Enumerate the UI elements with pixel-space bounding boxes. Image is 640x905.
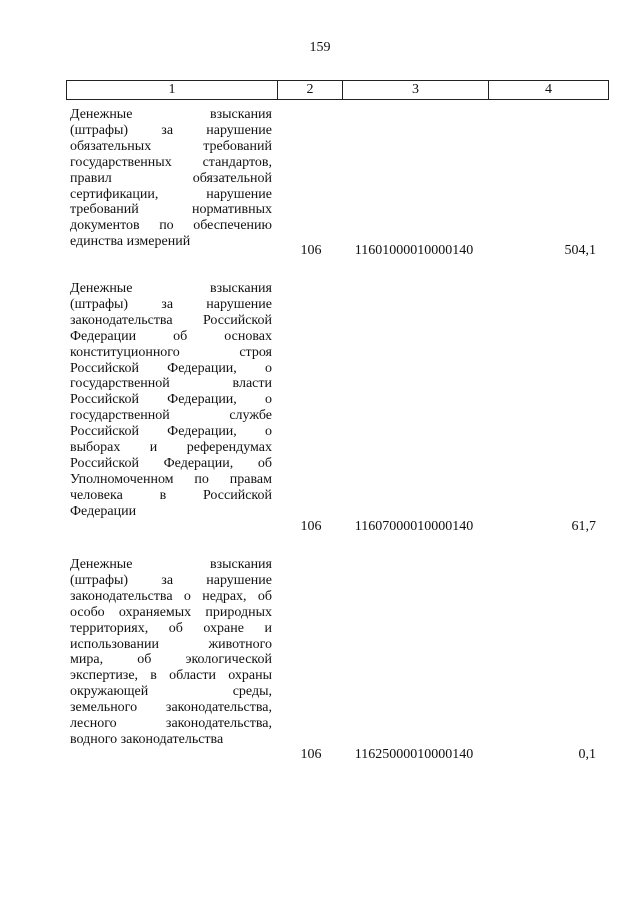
description-line: человека в Российской <box>70 487 272 503</box>
column-header-4: 4 <box>489 81 609 100</box>
row-code: 106 <box>300 747 322 762</box>
row-code: 106 <box>300 519 322 534</box>
description-line: государственных стандартов, <box>70 154 272 170</box>
row-sum: 504,1 <box>564 243 596 258</box>
description-line: экспертизе, в области охраны <box>70 668 272 684</box>
description-line: Денежные взыскания <box>70 281 272 296</box>
description-line: конституционного строя <box>70 344 272 360</box>
description-line: правил обязательной <box>70 170 272 186</box>
page-number: 159 <box>309 40 331 55</box>
description-line: Денежные взыскания <box>70 107 272 122</box>
column-header-2: 2 <box>278 81 343 100</box>
row-kbk: 11625000010000140 <box>354 747 474 762</box>
description-line: Российской Федерации, о <box>70 392 272 408</box>
description-line: (штрафы) за нарушение <box>70 572 272 588</box>
table-row <box>66 557 608 767</box>
description-line: обязательных требований <box>70 138 272 154</box>
column-header-3: 3 <box>343 81 489 100</box>
description-line: выборах и референдумах <box>70 440 272 456</box>
description-line: Денежные взыскания <box>70 557 272 572</box>
description-line: законодательства Российской <box>70 312 272 328</box>
description-line: сертификации, нарушение <box>70 186 272 202</box>
row-description <box>70 281 272 520</box>
description-line: документов по обеспечению <box>70 218 272 234</box>
description-line: территориях, об охране и <box>70 620 272 636</box>
row-sum: 0,1 <box>578 747 596 762</box>
description-line: (штрафы) за нарушение <box>70 296 272 312</box>
description-line: Уполномоченном по правам <box>70 471 272 487</box>
description-line: использовании животного <box>70 636 272 652</box>
description-line: Федерации об основах <box>70 328 272 344</box>
row-sum: 61,7 <box>571 519 596 534</box>
description-line: Российской Федерации, о <box>70 424 272 440</box>
description-line: земельного законодательства, <box>70 700 272 716</box>
description-line: Российской Федерации, о <box>70 360 272 376</box>
description-line: Российской Федерации, об <box>70 455 272 471</box>
description-line: требований нормативных <box>70 202 272 218</box>
column-header-1: 1 <box>67 81 278 100</box>
row-description <box>70 557 272 748</box>
description-line: законодательства о недрах, об <box>70 588 272 604</box>
description-line: окружающей среды, <box>70 684 272 700</box>
description-line: единства измерений <box>70 234 191 250</box>
table-header <box>66 80 609 100</box>
table-row <box>66 281 608 541</box>
table-row <box>66 107 608 267</box>
description-line: государственной службе <box>70 408 272 424</box>
row-code: 106 <box>300 243 322 258</box>
description-line: водного законодательства <box>70 731 224 747</box>
description-line: Федерации <box>70 503 137 519</box>
row-description <box>70 107 272 250</box>
description-line: (штрафы) за нарушение <box>70 122 272 138</box>
description-line: лесного законодательства, <box>70 716 272 732</box>
description-line: особо охраняемых природных <box>70 604 272 620</box>
description-line: государственной власти <box>70 376 272 392</box>
description-line: мира, об экологической <box>70 652 272 668</box>
row-kbk: 11607000010000140 <box>354 519 474 534</box>
row-kbk: 11601000010000140 <box>354 243 474 258</box>
